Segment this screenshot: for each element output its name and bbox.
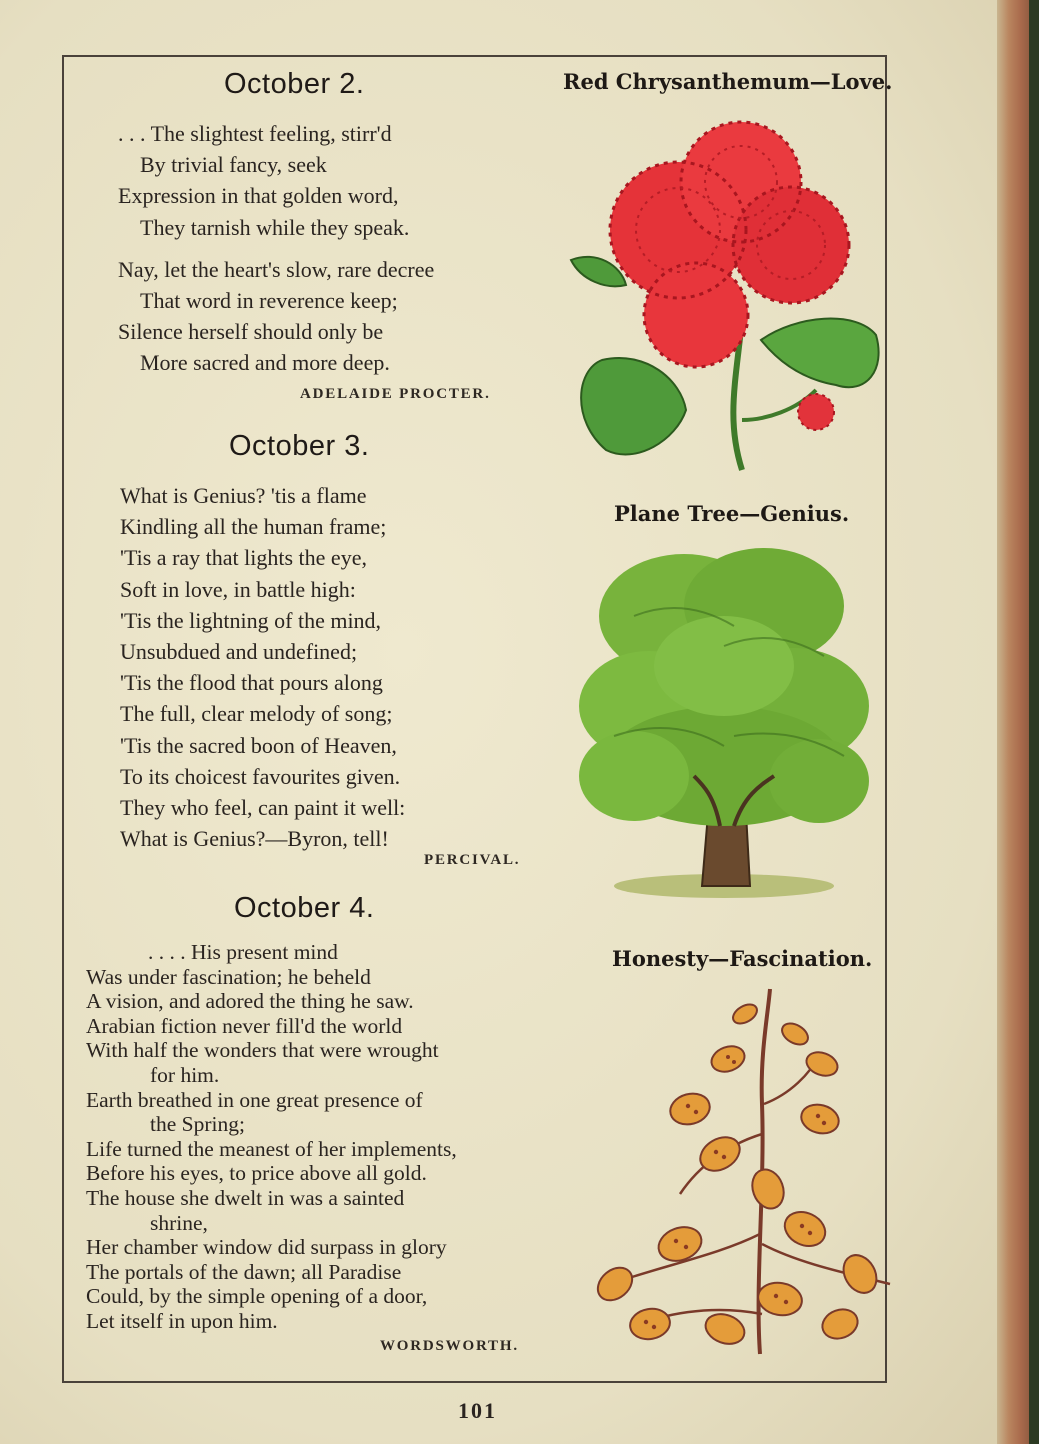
author-oct-4: WORDSWORTH. [380,1338,519,1354]
poem-line: shrine, [150,1210,208,1235]
poem-line: By trivial fancy, seek [140,152,327,178]
poem-line: Arabian fiction never fill'd the world [86,1013,403,1038]
poem-line: Unsubdued and undefined; [120,639,358,665]
poem-line: Kindling all the human frame; [120,514,387,540]
poem-line: They who feel, can paint it well: [120,795,406,821]
author-oct-3: PERCIVAL. [424,852,521,868]
poem-line: 'Tis the lightning of the mind, [120,607,382,633]
poem-line: the Spring; [150,1112,245,1137]
caption-plane-tree: Plane Tree—Genius. [614,501,850,526]
poem-line: . . . . His present mind [148,940,338,964]
caption-honesty: Honesty—Fascination. [612,946,873,971]
poem-line: Let itself in upon him. [86,1308,278,1333]
poem-line: Soft in love, in battle high: [120,576,356,602]
poem-line: The house she dwelt in was a sainted [86,1185,405,1210]
poem-line: More sacred and more deep. [140,350,390,376]
poem-line: Before his eyes, to price above all gold. [86,1161,427,1186]
caption-red-chrysanthemum: Red Chrysanthemum—Love. [563,69,893,94]
poem-line: The portals of the dawn; all Paradise [86,1259,402,1284]
poem-line: for him. [150,1062,220,1087]
poem-line: Earth breathed in one great presence of [86,1087,423,1112]
poem-oct-2 [118,118,434,379]
poem-line: . . . The slightest feeling, stirr'd [118,121,392,146]
poem-line: Could, by the simple opening of a door, [86,1284,428,1309]
poem-line: With half the wonders that were wrought [86,1038,439,1063]
honesty-plant-illustration [590,984,910,1364]
poem-line: To its choicest favourites given. [120,763,401,789]
page-edge [997,0,1031,1444]
poem-line: That word in reverence keep; [140,288,398,314]
poem-oct-3 [120,480,405,854]
poem-line: 'Tis the flood that pours along [120,670,383,696]
poem-line: What is Genius? 'tis a flame [120,483,367,508]
book-cover-edge [1029,0,1039,1444]
poem-line: 'Tis a ray that lights the eye, [120,545,367,571]
poem-line: Her chamber window did surpass in glory [86,1235,447,1260]
poem-line: Nay, let the heart's slow, rare decree [118,256,435,282]
poem-line: Was under fascination; he beheld [86,964,371,989]
poem-line: Silence herself should only be [118,319,384,345]
poem-line: Expression in that golden word, [118,183,399,209]
plane-tree-illustration [574,536,874,906]
page-number: 101 [458,1398,497,1423]
entry-date-oct-3: October 3. [229,430,370,462]
red-chrysanthemum-illustration [566,120,886,480]
poem-line: They tarnish while they speak. [140,214,410,240]
poem-line: What is Genius?—Byron, tell! [120,826,389,852]
poem-line: The full, clear melody of song; [120,701,393,727]
poem-line: 'Tis the sacred boon of Heaven, [120,732,397,758]
entry-date-oct-4: October 4. [234,892,375,924]
author-oct-2: ADELAIDE PROCTER. [300,386,491,402]
poem-line: Life turned the meanest of her implements, [86,1136,457,1161]
poem-oct-4 [86,940,457,1334]
poem-line: A vision, and adored the thing he saw. [86,989,414,1014]
entry-date-oct-2: October 2. [224,68,365,100]
